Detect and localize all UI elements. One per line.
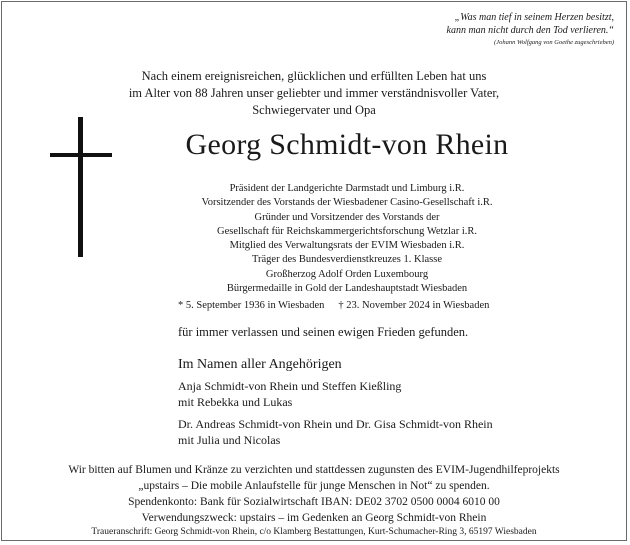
- title-line: Präsident der Landgerichte Darmstadt und Limburg i.R.: [229, 183, 465, 194]
- title-line: Vorsitzender des Vorstands der Wiesbadener Casino-Gesellschaft i.R.: [201, 197, 493, 209]
- life-dates: [178, 300, 489, 311]
- cross-icon: [50, 117, 112, 257]
- family-group: [178, 416, 493, 448]
- intro-line: im Alter von 88 Jahren unser geliebter und immer verständnisvoller Vater,: [128, 86, 500, 100]
- title-line: Bürgermedaille in Gold der Landeshauptstadt Wiesbaden: [226, 283, 468, 295]
- title-line: Großherzog Adolf Orden Luxembourg: [265, 268, 429, 280]
- intro-line: Schwiegervater und Opa: [252, 103, 376, 117]
- title-line: Gesellschaft für Reichskammergerichtsforschung Wetzlar i.R.: [216, 225, 478, 237]
- request-line: Spendenkonto: Bank für Sozialwirtschaft IBAN: DE02 3702 0500 0004 6010 00: [128, 496, 500, 508]
- quote-line: kann man nicht durch den Tod verlieren.“: [446, 25, 614, 36]
- family-line: Anja Schmidt-von Rhein und Steffen Kießling: [178, 379, 402, 393]
- request-line: Verwendungszweck: upstairs – im Gedenken an Georg Schmidt-von Rhein: [141, 512, 487, 524]
- family-group: [178, 378, 401, 410]
- title-line: Mitglied des Verwaltungsrats der EVIM Wiesbaden i.R.: [229, 240, 465, 252]
- obituary-notice: [1, 1, 627, 541]
- death-date: † 23. November 2024 in Wiesbaden: [338, 300, 490, 311]
- family-line: mit Rebekka und Lukas: [178, 395, 293, 409]
- intro-text: [2, 68, 626, 119]
- titles-list: [127, 182, 567, 296]
- deceased-name: Georg Schmidt-von Rhein: [185, 128, 509, 161]
- mourning-address: Traueranschrift: Georg Schmidt-von Rhein, c/o Klamberg Bestattungen, Kurt-Schumacher-Ring 3, 65197 Wiesbaden: [91, 527, 537, 537]
- family-line: Dr. Andreas Schmidt-von Rhein und Dr. Gisa Schmidt-von Rhein: [178, 417, 493, 431]
- quote-line: „Was man tief in seinem Herzen besitzt,: [454, 12, 614, 23]
- on-behalf-heading: Im Namen aller Angehörigen: [178, 357, 342, 372]
- request-line: Wir bitten auf Blumen und Kränze zu verzichten und stattdessen zugunsten des EVIM-Jugendhilfeprojekts: [68, 464, 560, 476]
- intro-line: Nach einem ereignisreichen, glücklichen und erfüllten Leben hat uns: [141, 69, 487, 83]
- farewell-text: für immer verlassen und seinen ewigen Frieden gefunden.: [178, 325, 469, 339]
- title-line: Träger des Bundesverdienstkreuzes 1. Klasse: [251, 254, 443, 266]
- donation-request: [2, 462, 626, 526]
- title-line: Gründer und Vorsitzender des Vorstands der: [254, 211, 440, 223]
- request-line: „upstairs – Die mobile Anlaufstelle für junge Menschen in Not“ zu spenden.: [138, 480, 490, 492]
- goethe-quote: [447, 11, 614, 48]
- quote-attribution: (Johann Wolfgang von Goethe zugeschrieben): [494, 39, 614, 46]
- birth-date: * 5. September 1936 in Wiesbaden: [178, 300, 325, 311]
- family-line: mit Julia und Nicolas: [178, 433, 281, 447]
